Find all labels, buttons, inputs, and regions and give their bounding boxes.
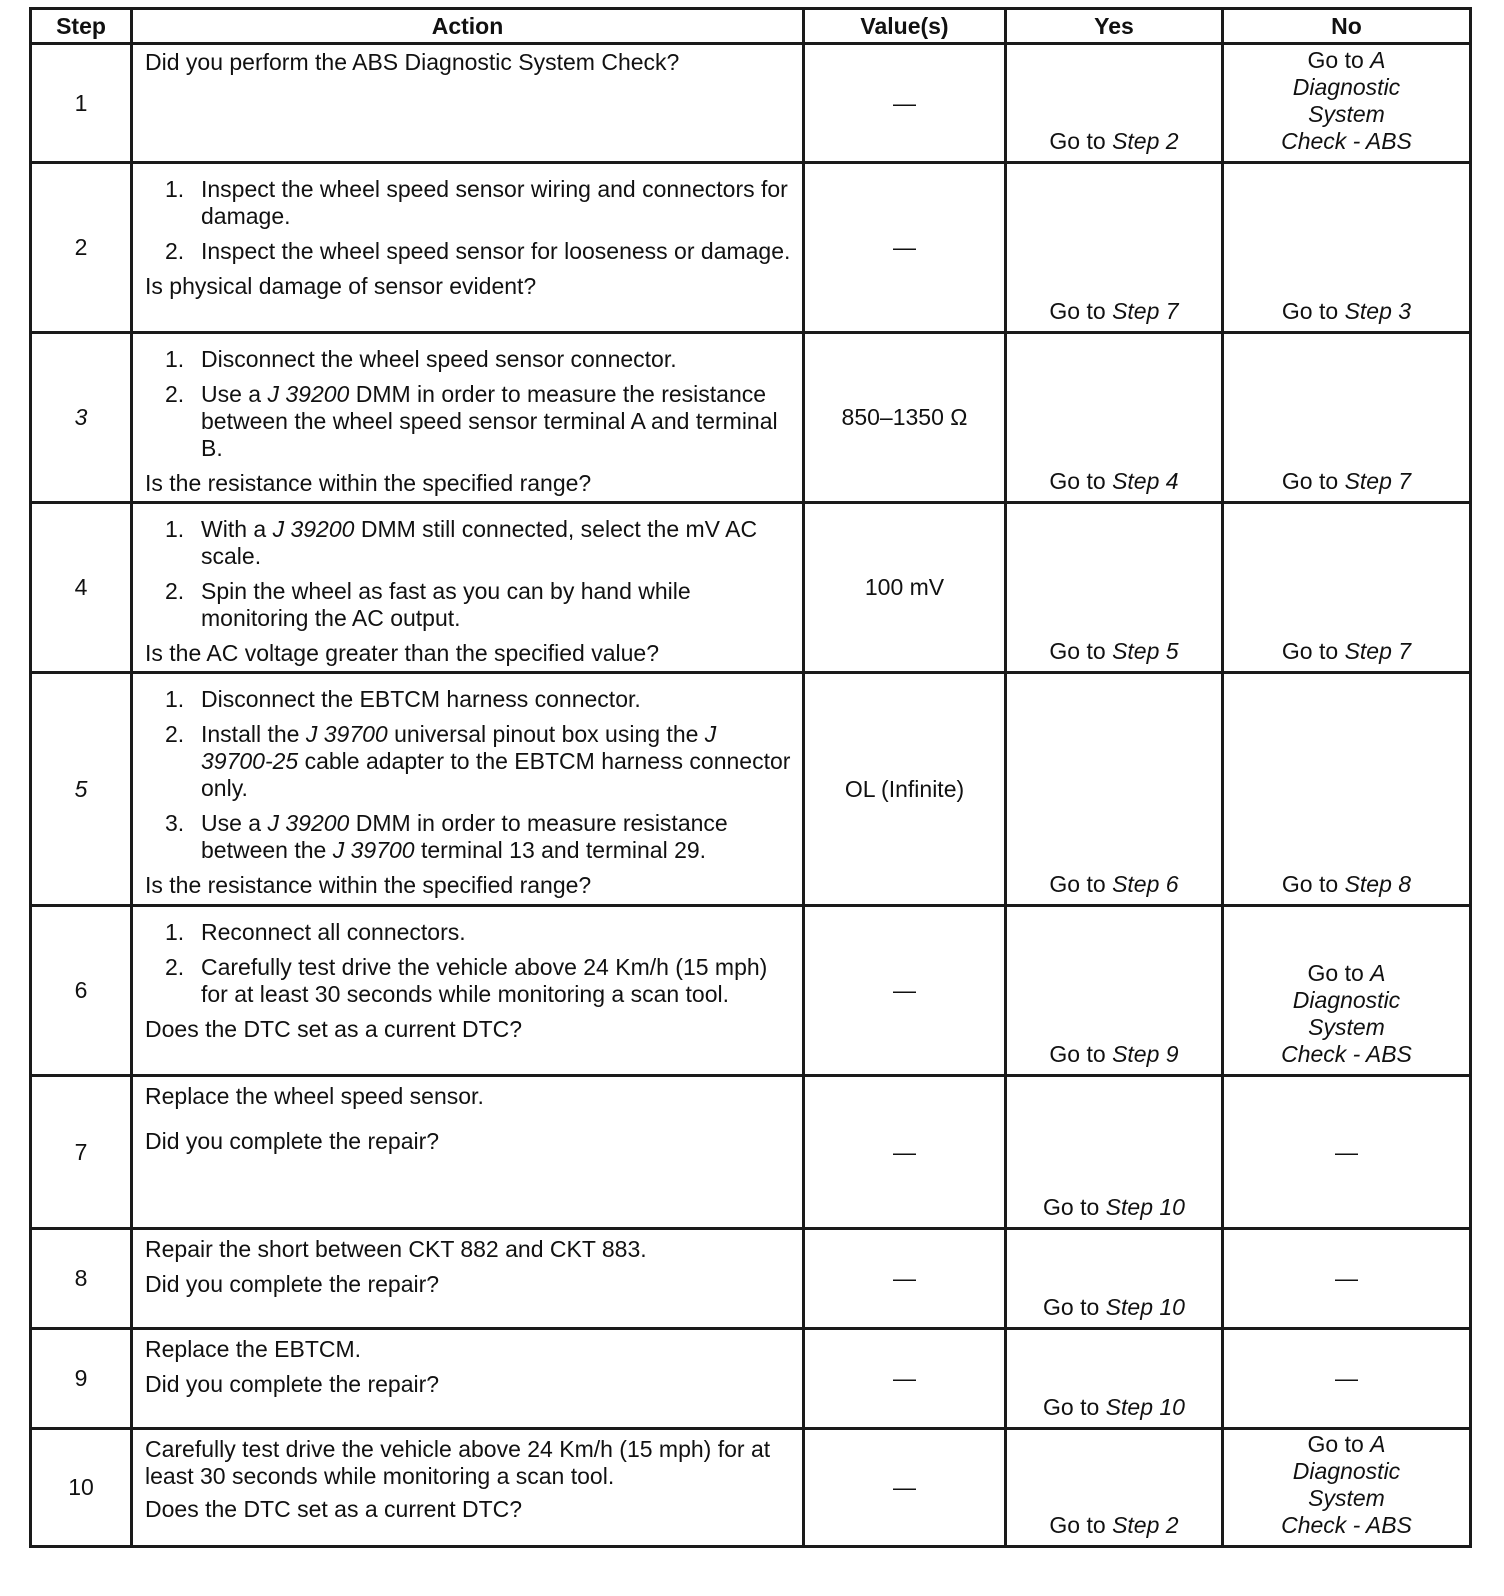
- step-number: 5: [31, 673, 132, 906]
- action-item: 1. Reconnect all connectors.: [165, 919, 466, 945]
- action-question: Does the DTC set as a current DTC?: [145, 1496, 523, 1522]
- value-cell: OL (Infinite): [804, 673, 1006, 906]
- action-item: 1. Inspect the wheel speed sensor wiring and connectors for damage.: [165, 176, 788, 229]
- action-cell: [132, 1076, 804, 1229]
- action-question: Is the AC voltage greater than the specified value?: [145, 640, 659, 666]
- yes-cell: [1006, 1076, 1223, 1229]
- yes-target: Step 10: [1105, 1394, 1185, 1420]
- step-number: 9: [31, 1329, 132, 1429]
- no-line: System: [1308, 1485, 1385, 1511]
- table-row: [31, 1076, 1471, 1229]
- diagnostic-table-sheet: [29, 7, 1469, 1548]
- table-row: [31, 1229, 1471, 1329]
- yes-cell: [1006, 673, 1223, 906]
- no-line: System: [1308, 1014, 1385, 1040]
- yes-cell: [1006, 163, 1223, 333]
- no-cell: [1223, 44, 1471, 163]
- yes-prefix: Go to: [1049, 638, 1106, 664]
- step-number: 7: [31, 1076, 132, 1229]
- action-item: 2. Spin the wheel as fast as you can by hand while monitoring the AC output.: [165, 578, 691, 631]
- action-cell: [132, 1329, 804, 1429]
- step-number: 2: [31, 163, 132, 333]
- yes-prefix: Go to: [1049, 1041, 1106, 1067]
- header-row: [31, 9, 1471, 44]
- no-cell: [1223, 333, 1471, 503]
- action-question: Is the resistance within the specified range?: [145, 470, 592, 496]
- action-question: Did you perform the ABS Diagnostic System Check?: [145, 49, 680, 75]
- header-values: Value(s): [804, 9, 1006, 44]
- yes-prefix: Go to: [1049, 1512, 1106, 1538]
- yes-cell: [1006, 333, 1223, 503]
- action-question: Did you complete the repair?: [145, 1371, 440, 1397]
- no-prefix: Go to: [1281, 468, 1339, 494]
- action-cell: [132, 1229, 804, 1329]
- no-cell: —: [1223, 1076, 1471, 1229]
- no-cell: —: [1223, 1229, 1471, 1329]
- value-cell: —: [804, 906, 1006, 1076]
- header-action: Action: [132, 9, 804, 44]
- header-step: Step: [31, 9, 132, 44]
- table-row: [31, 163, 1471, 333]
- yes-cell: [1006, 1429, 1223, 1547]
- step-number: 10: [31, 1429, 132, 1547]
- value-cell: —: [804, 1076, 1006, 1229]
- no-line: Diagnostic: [1292, 987, 1401, 1013]
- action-list: [145, 346, 792, 462]
- value-cell: —: [804, 163, 1006, 333]
- table-row: [31, 333, 1471, 503]
- value-cell: —: [804, 1429, 1006, 1547]
- no-line: Check - ABS: [1281, 1041, 1412, 1067]
- no-target: Step 7: [1344, 638, 1412, 664]
- no-line: System: [1308, 101, 1385, 127]
- value-cell: 850–1350 Ω: [804, 333, 1006, 503]
- step-number: 8: [31, 1229, 132, 1329]
- no-line: Check - ABS: [1281, 1512, 1412, 1538]
- no-line: Go to A: [1307, 1431, 1386, 1457]
- table-row: [31, 673, 1471, 906]
- no-target: Step 7: [1344, 468, 1412, 494]
- yes-prefix: Go to: [1049, 871, 1106, 897]
- no-line: Diagnostic: [1292, 74, 1401, 100]
- action-question: Is the resistance within the specified range?: [145, 872, 592, 898]
- yes-target: Step 4: [1112, 468, 1179, 494]
- yes-target: Step 5: [1112, 638, 1179, 664]
- action-list: [145, 686, 792, 864]
- yes-prefix: Go to: [1043, 1394, 1100, 1420]
- yes-target: Step 10: [1105, 1194, 1185, 1220]
- no-cell: [1223, 906, 1471, 1076]
- table-row: [31, 44, 1471, 163]
- no-prefix: Go to: [1281, 871, 1339, 897]
- step-number: 6: [31, 906, 132, 1076]
- yes-target: Step 7: [1112, 298, 1179, 324]
- yes-cell: [1006, 503, 1223, 673]
- yes-target: Step 10: [1105, 1294, 1185, 1320]
- action-item: 2. Carefully test drive the vehicle above 24 Km/h (15 mph) for at least 30 seconds while monitoring a scan tool.: [165, 954, 768, 1007]
- yes-prefix: Go to: [1043, 1194, 1100, 1220]
- action-list: [145, 516, 792, 632]
- action-lead: Replace the wheel speed sensor.: [145, 1083, 484, 1109]
- diagnostic-table: [29, 7, 1472, 1548]
- no-cell: [1223, 503, 1471, 673]
- value-cell: —: [804, 1329, 1006, 1429]
- action-cell: [132, 1429, 804, 1547]
- yes-prefix: Go to: [1049, 468, 1106, 494]
- action-question: Did you complete the repair?: [145, 1271, 440, 1297]
- no-cell: [1223, 163, 1471, 333]
- yes-cell: [1006, 44, 1223, 163]
- action-cell: [132, 333, 804, 503]
- yes-target: Step 6: [1112, 871, 1179, 897]
- yes-prefix: Go to: [1049, 128, 1106, 154]
- no-line-text: Go to: [1307, 47, 1371, 73]
- no-line: Check - ABS: [1281, 128, 1412, 154]
- action-lead: Replace the EBTCM.: [145, 1336, 362, 1362]
- action-item: 1. Disconnect the wheel speed sensor connector.: [165, 346, 677, 372]
- action-item: 3. Use a J 39200 DMM in order to measure resistance between the J 39700 terminal 13 and terminal 29.: [165, 810, 728, 863]
- action-lead: Repair the short between CKT 882 and CKT 883.: [145, 1236, 647, 1262]
- yes-cell: [1006, 1229, 1223, 1329]
- no-cell: [1223, 673, 1471, 906]
- action-list: [145, 919, 792, 1008]
- yes-target: Step 2: [1112, 1512, 1179, 1538]
- no-target: Step 8: [1344, 871, 1412, 897]
- table-row: [31, 1429, 1471, 1547]
- no-line-em: A: [1370, 47, 1386, 73]
- no-prefix: Go to: [1281, 298, 1339, 324]
- no-target: Step 3: [1344, 298, 1412, 324]
- action-question: Does the DTC set as a current DTC?: [145, 1016, 523, 1042]
- yes-target: Step 9: [1112, 1041, 1179, 1067]
- table-row: [31, 1329, 1471, 1429]
- action-cell: [132, 673, 804, 906]
- no-line: Diagnostic: [1292, 1458, 1401, 1484]
- no-line: [1224, 47, 1469, 74]
- no-cell: —: [1223, 1329, 1471, 1429]
- action-lead: Carefully test drive the vehicle above 24 Km/h (15 mph) for at least 30 seconds while monitoring a scan tool.: [145, 1436, 771, 1489]
- action-list: [145, 176, 792, 265]
- action-question: Did you complete the repair?: [145, 1128, 440, 1154]
- header-yes: Yes: [1006, 9, 1223, 44]
- no-prefix: Go to: [1281, 638, 1339, 664]
- action-question: Is physical damage of sensor evident?: [145, 273, 537, 299]
- yes-cell: [1006, 906, 1223, 1076]
- step-number: 4: [31, 503, 132, 673]
- header-no: No: [1223, 9, 1471, 44]
- no-cell: [1223, 1429, 1471, 1547]
- yes-prefix: Go to: [1049, 298, 1106, 324]
- value-cell: —: [804, 44, 1006, 163]
- action-cell: [132, 503, 804, 673]
- action-cell: [132, 163, 804, 333]
- value-cell: —: [804, 1229, 1006, 1329]
- table-row: [31, 503, 1471, 673]
- yes-cell: [1006, 1329, 1223, 1429]
- action-item: 2. Use a J 39200 DMM in order to measure the resistance between the wheel speed sensor terminal A and terminal B.: [165, 381, 778, 461]
- action-item: 2. Install the J 39700 universal pinout box using the J 39700-25 cable adapter to the EBTCM harness connector only.: [165, 721, 791, 801]
- step-number: 3: [31, 333, 132, 503]
- action-item: 1. Disconnect the EBTCM harness connector.: [165, 686, 641, 712]
- table-row: [31, 906, 1471, 1076]
- step-number: 1: [31, 44, 132, 163]
- action-cell: [132, 906, 804, 1076]
- no-line: Go to A: [1307, 960, 1386, 986]
- action-item: 1. With a J 39200 DMM still connected, select the mV AC scale.: [165, 516, 758, 569]
- yes-prefix: Go to: [1043, 1294, 1100, 1320]
- value-cell: 100 mV: [804, 503, 1006, 673]
- action-item: 2. Inspect the wheel speed sensor for looseness or damage.: [165, 238, 791, 264]
- action-cell: [132, 44, 804, 163]
- yes-target: Step 2: [1112, 128, 1179, 154]
